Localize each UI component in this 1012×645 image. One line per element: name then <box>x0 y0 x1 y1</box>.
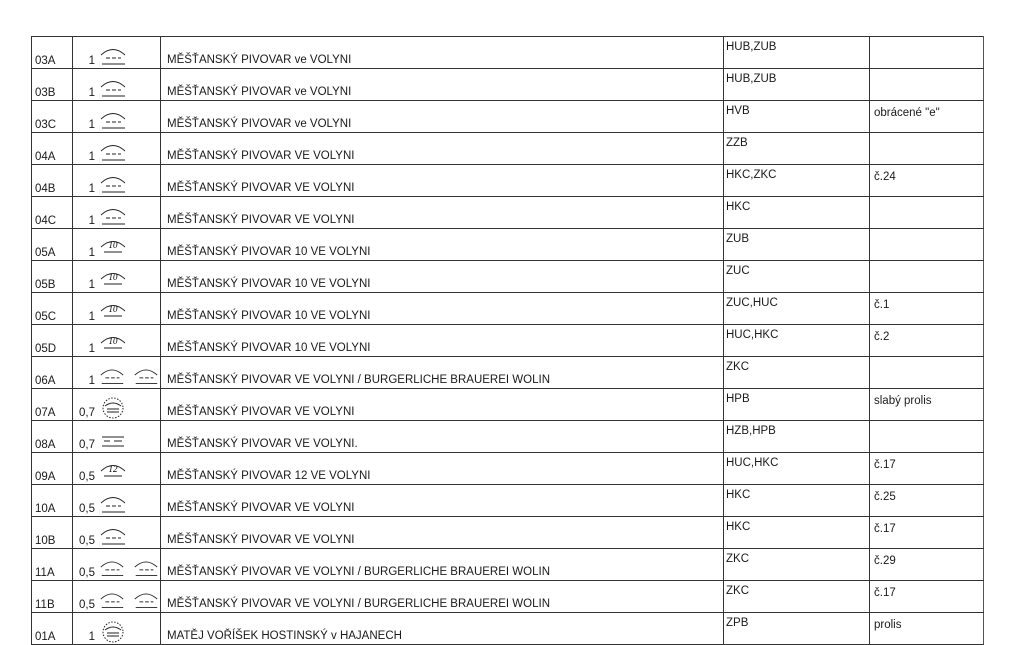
row-note: č.1 <box>870 293 984 325</box>
sketch-group <box>97 299 160 324</box>
sketch-group <box>97 395 160 420</box>
row-note <box>870 69 984 101</box>
arc-10-sketch-icon <box>98 236 128 260</box>
row-quantity: 0,5 <box>73 485 98 517</box>
row-sketch <box>97 357 161 389</box>
row-quantity: 0,7 <box>73 389 98 421</box>
row-variants: ZKC <box>724 549 870 581</box>
row-label: MĚŠŤANSKÝ PIVOVAR ve VOLYNI <box>161 69 724 101</box>
row-label: MĚŠŤANSKÝ PIVOVAR 10 VE VOLYNI <box>161 229 724 261</box>
table-row <box>32 37 984 69</box>
row-sketch <box>97 325 161 357</box>
sketch-group <box>97 171 160 196</box>
row-sketch <box>97 37 161 69</box>
sketch-number: 12 <box>108 464 118 474</box>
arc-dash-sketch-icon <box>98 76 128 100</box>
table-row <box>32 357 984 389</box>
row-quantity: 1 <box>73 613 98 645</box>
arc-dash-sketch-icon <box>98 108 128 132</box>
row-variants: HKC,ZKC <box>724 165 870 197</box>
arc-dash-sketch-icon <box>98 588 126 612</box>
row-variants: ZUC,HUC <box>724 293 870 325</box>
table-row <box>32 101 984 133</box>
row-sketch <box>97 69 161 101</box>
row-variants: ZPB <box>724 613 870 645</box>
row-code: 05D <box>32 325 73 357</box>
row-code: 08A <box>32 421 73 453</box>
row-note <box>870 421 984 453</box>
row-label: MATĚJ VOŘÍŠEK HOSTINSKÝ v HAJANECH <box>161 613 724 645</box>
sketch-group <box>97 427 160 452</box>
arc-dash-sketch-icon <box>98 44 128 68</box>
row-variants: HUC,HKC <box>724 325 870 357</box>
catalog-rows <box>32 37 984 645</box>
row-code: 09A <box>32 453 73 485</box>
arc-12-sketch-icon <box>98 460 128 484</box>
row-note: č.17 <box>870 581 984 613</box>
row-note <box>870 357 984 389</box>
row-code: 01A <box>32 613 73 645</box>
table-row <box>32 293 984 325</box>
double-dash-sketch-icon <box>98 428 128 452</box>
row-quantity: 0,7 <box>73 421 98 453</box>
row-quantity: 0,5 <box>73 549 98 581</box>
row-note: č.17 <box>870 517 984 549</box>
row-label: MĚŠŤANSKÝ PIVOVAR VE VOLYNI <box>161 197 724 229</box>
arc-dash-sketch-icon <box>132 556 160 580</box>
table-row <box>32 69 984 101</box>
row-sketch <box>97 197 161 229</box>
arc-dash-sketch-icon <box>98 492 128 516</box>
row-quantity: 1 <box>73 133 98 165</box>
row-sketch <box>97 389 161 421</box>
table-row <box>32 325 984 357</box>
circle-sketch-icon <box>98 396 128 420</box>
table-row <box>32 613 984 645</box>
row-note: prolis <box>870 613 984 645</box>
sketch-group <box>97 555 160 580</box>
row-code: 06A <box>32 357 73 389</box>
row-sketch <box>97 165 161 197</box>
row-code: 11A <box>32 549 73 581</box>
row-label: MĚŠŤANSKÝ PIVOVAR 12 VE VOLYNI <box>161 453 724 485</box>
row-label: MĚŠŤANSKÝ PIVOVAR VE VOLYNI. <box>161 421 724 453</box>
row-label: MĚŠŤANSKÝ PIVOVAR ve VOLYNI <box>161 37 724 69</box>
row-quantity: 1 <box>73 101 98 133</box>
arc-10-sketch-icon <box>98 332 128 356</box>
arc-10-sketch-icon <box>98 268 128 292</box>
row-variants: ZUC <box>724 261 870 293</box>
row-code: 04B <box>32 165 73 197</box>
row-label: MĚŠŤANSKÝ PIVOVAR VE VOLYNI <box>161 133 724 165</box>
circle-sketch-icon <box>98 620 128 644</box>
row-quantity: 0,5 <box>73 581 98 613</box>
row-code: 05A <box>32 229 73 261</box>
table-row <box>32 229 984 261</box>
table-row <box>32 133 984 165</box>
arc-10-sketch-icon <box>98 300 128 324</box>
row-sketch <box>97 261 161 293</box>
row-code: 05B <box>32 261 73 293</box>
sketch-number: 10 <box>108 304 118 314</box>
table-row <box>32 517 984 549</box>
sketch-group <box>97 523 160 548</box>
table-row <box>32 197 984 229</box>
row-note <box>870 37 984 69</box>
row-variants: HKC <box>724 485 870 517</box>
row-code: 10A <box>32 485 73 517</box>
table-row <box>32 549 984 581</box>
row-note <box>870 133 984 165</box>
row-quantity: 1 <box>73 357 98 389</box>
row-quantity: 1 <box>73 293 98 325</box>
row-label: MĚŠŤANSKÝ PIVOVAR 10 VE VOLYNI <box>161 261 724 293</box>
arc-dash-sketch-icon <box>132 364 160 388</box>
row-code: 04C <box>32 197 73 229</box>
row-note: č.24 <box>870 165 984 197</box>
sketch-group <box>97 363 160 388</box>
sketch-group <box>97 107 160 132</box>
row-code: 04A <box>32 133 73 165</box>
sketch-group <box>97 491 160 516</box>
row-code: 11B <box>32 581 73 613</box>
arc-dash-sketch-icon <box>98 140 128 164</box>
table-row <box>32 485 984 517</box>
row-variants: HPB <box>724 389 870 421</box>
row-quantity: 1 <box>73 229 98 261</box>
sketch-group <box>97 331 160 356</box>
sketch-group <box>97 267 160 292</box>
row-note <box>870 229 984 261</box>
row-label: MĚŠŤANSKÝ PIVOVAR ve VOLYNI <box>161 101 724 133</box>
row-variants: HUB,ZUB <box>724 69 870 101</box>
table-row <box>32 261 984 293</box>
row-quantity: 0,5 <box>73 517 98 549</box>
row-note: č.17 <box>870 453 984 485</box>
row-variants: HUC,HKC <box>724 453 870 485</box>
row-quantity: 1 <box>73 261 98 293</box>
row-note: obrácené "e" <box>870 101 984 133</box>
arc-dash-sketch-icon <box>98 556 126 580</box>
row-label: MĚŠŤANSKÝ PIVOVAR VE VOLYNI <box>161 517 724 549</box>
row-label: MĚŠŤANSKÝ PIVOVAR VE VOLYNI / BURGERLICHE BRAUEREI WOLIN <box>161 357 724 389</box>
sketch-group <box>97 619 160 644</box>
sketch-group <box>97 75 160 100</box>
catalog-table <box>31 36 984 645</box>
row-note <box>870 197 984 229</box>
row-label: MĚŠŤANSKÝ PIVOVAR VE VOLYNI / BURGERLICHE BRAUEREI WOLIN <box>161 549 724 581</box>
row-sketch <box>97 549 161 581</box>
arc-dash-sketch-icon <box>132 588 160 612</box>
row-variants: HKC <box>724 197 870 229</box>
row-label: MĚŠŤANSKÝ PIVOVAR 10 VE VOLYNI <box>161 293 724 325</box>
sketch-number: 10 <box>108 272 118 282</box>
row-variants: HZB,HPB <box>724 421 870 453</box>
row-sketch <box>97 229 161 261</box>
row-variants: HVB <box>724 101 870 133</box>
row-note: č.29 <box>870 549 984 581</box>
row-sketch <box>97 293 161 325</box>
row-quantity: 1 <box>73 325 98 357</box>
row-quantity: 1 <box>73 37 98 69</box>
sketch-group <box>97 203 160 228</box>
row-sketch <box>97 133 161 165</box>
row-sketch <box>97 101 161 133</box>
row-label: MĚŠŤANSKÝ PIVOVAR VE VOLYNI <box>161 165 724 197</box>
row-variants: HKC <box>724 517 870 549</box>
row-label: MĚŠŤANSKÝ PIVOVAR 10 VE VOLYNI <box>161 325 724 357</box>
sketch-group <box>97 587 160 612</box>
sketch-number: 10 <box>108 240 118 250</box>
row-code: 05C <box>32 293 73 325</box>
row-sketch <box>97 421 161 453</box>
sketch-group <box>97 43 160 68</box>
arc-dash-sketch-icon <box>98 364 126 388</box>
table-row <box>32 581 984 613</box>
table-row <box>32 421 984 453</box>
table-row <box>32 453 984 485</box>
row-variants: ZUB <box>724 229 870 261</box>
arc-dash-sketch-icon <box>98 204 128 228</box>
row-variants: ZKC <box>724 357 870 389</box>
sketch-group <box>97 459 160 484</box>
row-sketch <box>97 485 161 517</box>
row-sketch <box>97 581 161 613</box>
row-quantity: 1 <box>73 197 98 229</box>
row-quantity: 1 <box>73 69 98 101</box>
row-variants: ZZB <box>724 133 870 165</box>
row-note: č.25 <box>870 485 984 517</box>
row-sketch <box>97 517 161 549</box>
arc-dash-sketch-icon <box>98 172 128 196</box>
table-row <box>32 389 984 421</box>
row-code: 03B <box>32 69 73 101</box>
row-note: č.2 <box>870 325 984 357</box>
row-code: 07A <box>32 389 73 421</box>
sketch-group <box>97 235 160 260</box>
sketch-number: 10 <box>108 336 118 346</box>
row-note: slabý prolis <box>870 389 984 421</box>
row-code: 03C <box>32 101 73 133</box>
row-quantity: 0,5 <box>73 453 98 485</box>
row-code: 10B <box>32 517 73 549</box>
row-label: MĚŠŤANSKÝ PIVOVAR VE VOLYNI <box>161 485 724 517</box>
arc-dash-sketch-icon <box>98 524 128 548</box>
sketch-group <box>97 139 160 164</box>
row-label: MĚŠŤANSKÝ PIVOVAR VE VOLYNI / BURGERLICHE BRAUEREI WOLIN <box>161 581 724 613</box>
row-quantity: 1 <box>73 165 98 197</box>
row-variants: ZKC <box>724 581 870 613</box>
row-label: MĚŠŤANSKÝ PIVOVAR VE VOLYNI <box>161 389 724 421</box>
row-variants: HUB,ZUB <box>724 37 870 69</box>
row-note <box>870 261 984 293</box>
table-row <box>32 165 984 197</box>
row-code: 03A <box>32 37 73 69</box>
row-sketch <box>97 613 161 645</box>
row-sketch <box>97 453 161 485</box>
